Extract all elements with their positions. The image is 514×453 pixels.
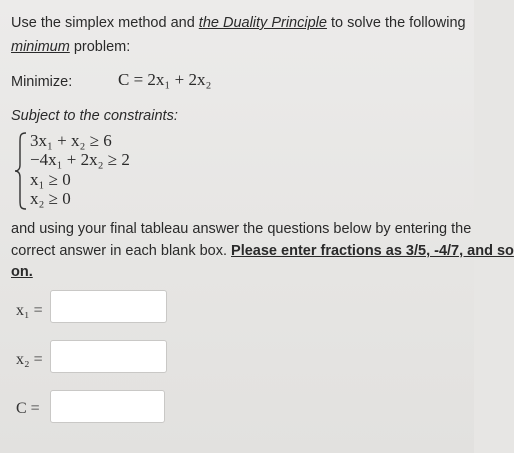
instruction-line-1: and using your final tableau answer the questions below by entering the [11,221,472,237]
fraction-format-note: Please enter fractions as 3/5, -4/7, and so [231,243,514,259]
instruction-text: correct answer in each blank box. [11,243,232,259]
x2-label: x₂ = [16,351,43,368]
intro-line-2 [11,37,130,57]
duality-principle-text: the Duality Principle [198,15,327,31]
c-answer-box[interactable] [50,390,165,423]
constraint-3: x₁ ≥ 0 [30,170,71,189]
instruction-line-2 [11,241,514,261]
x2-answer-box[interactable] [50,340,167,373]
problem-text: problem: [69,39,131,55]
constraint-2: −4x₁ + 2x₂ ≥ 2 [30,150,130,169]
intro-text-end: to solve the following [326,15,466,31]
objective-function: C = 2x₁ + 2x₂ [118,70,212,89]
intro-text: Use the simplex method and [11,15,199,31]
subject-to-label: Subject to the constraints: [11,108,178,124]
constraints-brace [14,132,28,210]
instruction-line-3: on. [11,264,33,280]
x1-answer-box[interactable] [50,290,167,323]
constraint-1: 3x₁ + x₂ ≥ 6 [30,131,112,150]
c-label: C = [16,400,40,417]
minimize-label: Minimize: [11,74,73,90]
intro-line-1 [11,13,466,33]
minimum-text: minimum [11,39,70,55]
x1-label: x₁ = [16,302,43,319]
constraint-4: x₂ ≥ 0 [30,189,71,208]
